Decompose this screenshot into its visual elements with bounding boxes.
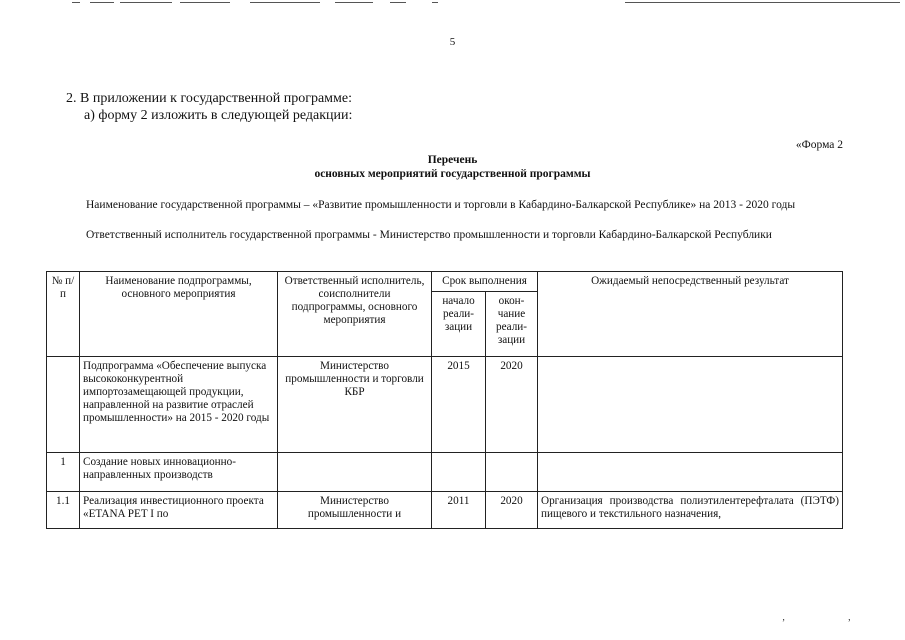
row-num: 1 (47, 453, 80, 492)
row-executor: Министерство промышленности и торговли КБР (278, 357, 432, 453)
header-name: Наименование подпрограммы, основного мероприятия (80, 272, 278, 357)
row-name: Подпрограмма «Обеспечение выпуска высококонкурентной импортозамещающей продукции, направленной на развитие отраслей промышленности» на 2015 - 2020 годы (80, 357, 278, 453)
scan-header-artifact (60, 2, 900, 6)
activities-table (46, 271, 843, 529)
responsible-executor-paragraph: Ответственный исполнитель государственной программы - Министерство промышленности и торговли Кабардино-Балкарской Республики (86, 229, 772, 241)
row-end: 2020 (486, 492, 538, 529)
header-end: окон-чание реали-зации (486, 292, 538, 357)
row-start: 2011 (432, 492, 486, 529)
program-name-paragraph: Наименование государственной программы – «Развитие промышленности и торговли в Кабардино-Балкарской Республике» на 2013 - 2020 годы (86, 199, 796, 211)
scan-corner-marks: ‚ ‚ (781, 612, 881, 623)
row-name: Реализация инвестиционного проекта «ETANA PET I по (80, 492, 278, 529)
row-num: 1.1 (47, 492, 80, 529)
row-end (486, 453, 538, 492)
row-name: Создание новых инновационно-направленных производств (80, 453, 278, 492)
table-row (47, 453, 843, 492)
row-executor: Министерство промышленности и (278, 492, 432, 529)
table-header-row (47, 272, 843, 292)
row-start (432, 453, 486, 492)
header-start: начало реали-зации (432, 292, 486, 357)
table-row (47, 357, 843, 453)
row-start: 2015 (432, 357, 486, 453)
row-result: Организация производства полиэтилентерефталата (ПЭТФ) пищевого и текстильного назначения, (538, 492, 843, 529)
document-title (0, 153, 905, 181)
header-executor: Ответственный исполнитель, соисполнители подпрограммы, основного мероприятия (278, 272, 432, 357)
amendment-item (66, 90, 352, 124)
table-row (47, 492, 843, 529)
amendment-line-2: а) форму 2 изложить в следующей редакции: (84, 108, 353, 123)
header-result: Ожидаемый непосредственный результат (538, 272, 843, 357)
row-result (538, 453, 843, 492)
title-line-2: основных мероприятий государственной программы (314, 168, 591, 180)
row-num (47, 357, 80, 453)
row-result (538, 357, 843, 453)
title-line-1: Перечень (427, 154, 478, 166)
page-number: 5 (449, 36, 456, 48)
amendment-line-1: 2. В приложении к государственной программе: (66, 91, 352, 106)
header-term: Срок выполнения (432, 272, 538, 292)
form-label: «Форма 2 (795, 139, 843, 151)
row-executor (278, 453, 432, 492)
header-num: № п/п (47, 272, 80, 357)
row-end: 2020 (486, 357, 538, 453)
